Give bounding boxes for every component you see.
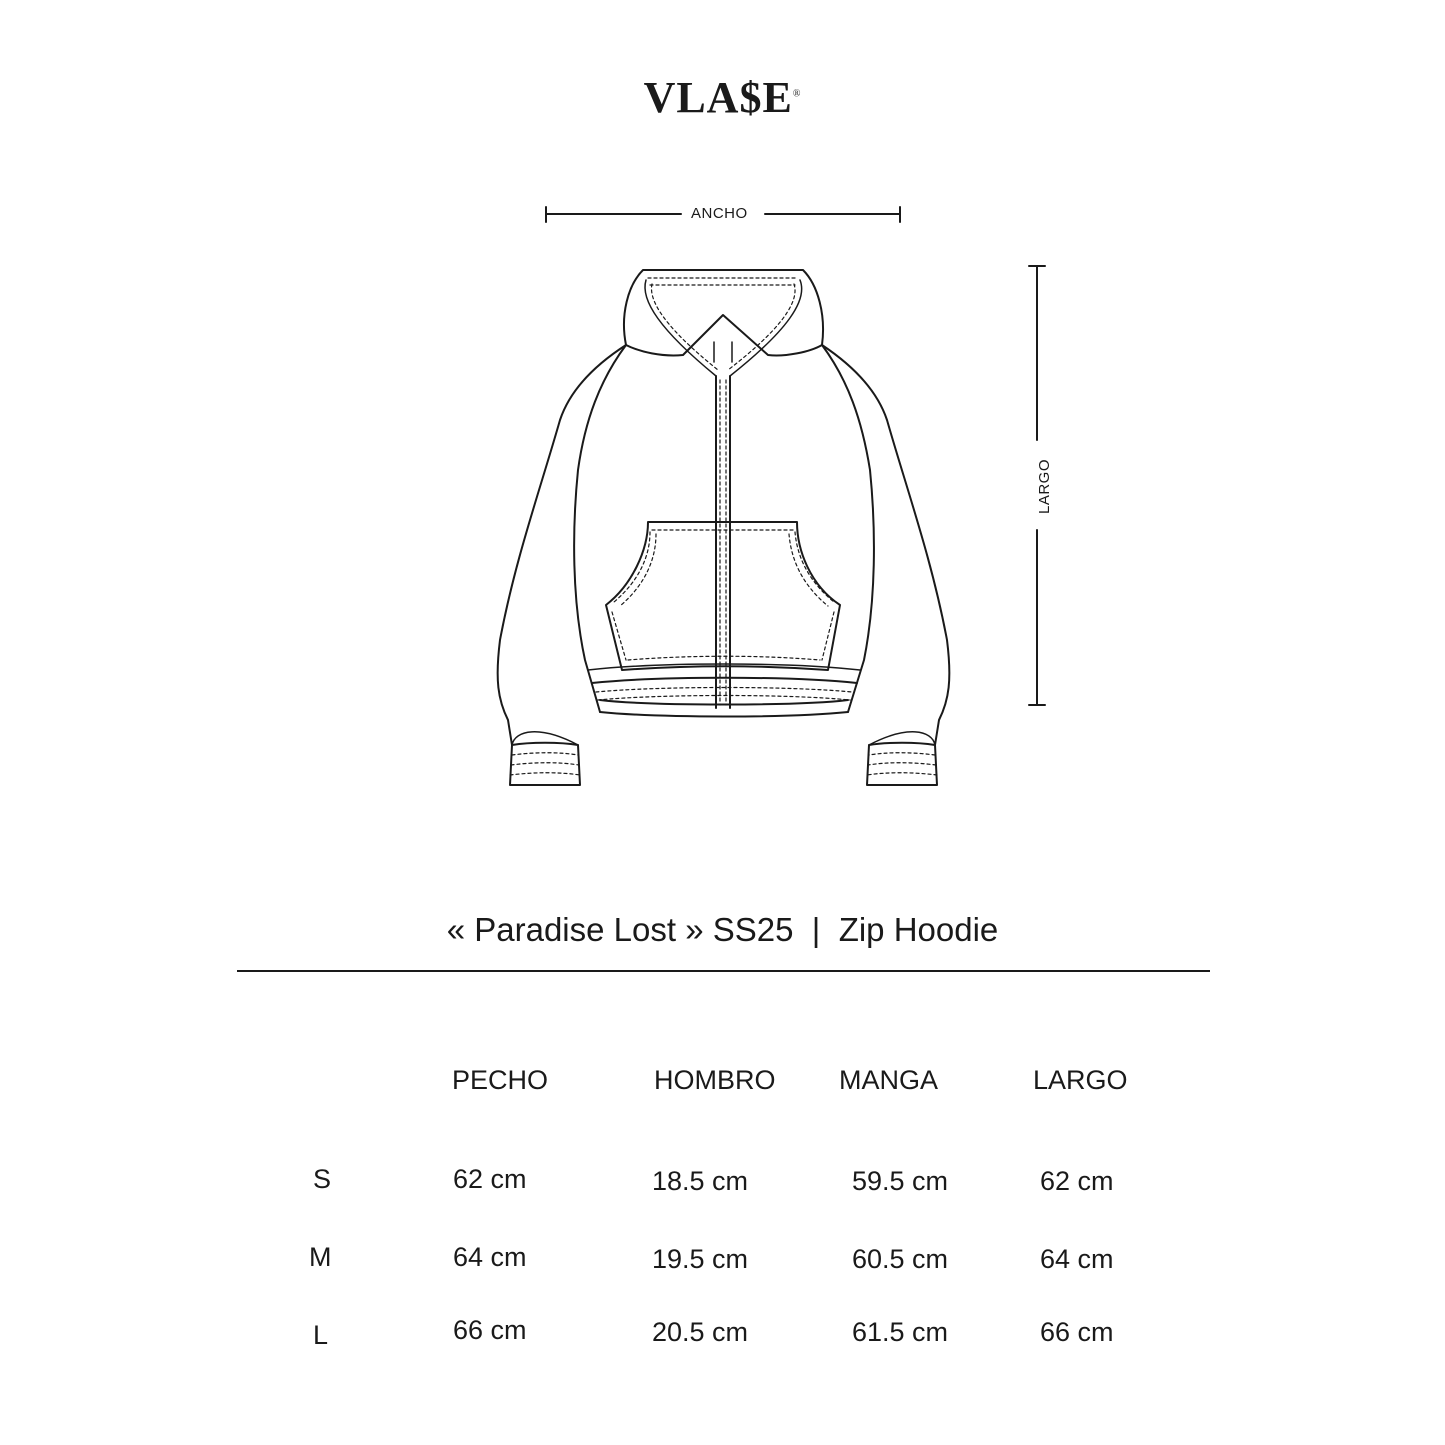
table-cell-m-pecho: 64 cm	[453, 1242, 527, 1272]
size-label-m: M	[309, 1242, 332, 1272]
registered-mark: ®	[792, 88, 802, 100]
table-cell-l-largo: 66 cm	[1040, 1317, 1114, 1347]
width-dimension-label: ANCHO	[685, 205, 754, 222]
length-dimension-label: LARGO	[1036, 453, 1053, 520]
table-cell-m-hombro: 19.5 cm	[652, 1244, 749, 1274]
column-header-pecho: PECHO	[452, 1065, 549, 1095]
size-label-s: S	[313, 1164, 332, 1194]
table-cell-s-hombro: 18.5 cm	[652, 1166, 749, 1196]
table-cell-m-largo: 64 cm	[1040, 1244, 1114, 1274]
column-header-largo: LARGO	[1033, 1065, 1128, 1095]
table-cell-s-pecho: 62 cm	[453, 1164, 527, 1194]
product-title: « Paradise Lost » SS25 | Zip Hoodie	[446, 911, 999, 948]
table-cell-s-manga: 59.5 cm	[852, 1166, 949, 1196]
size-label-l: L	[313, 1320, 329, 1350]
table-cell-l-manga: 61.5 cm	[852, 1317, 949, 1347]
column-header-hombro: HOMBRO	[654, 1065, 776, 1095]
table-cell-m-manga: 60.5 cm	[852, 1244, 949, 1274]
table-cell-l-pecho: 66 cm	[453, 1315, 527, 1345]
brand-name: VLA$E	[643, 73, 793, 122]
table-cell-s-largo: 62 cm	[1040, 1166, 1114, 1196]
column-header-manga: MANGA	[839, 1065, 939, 1095]
table-cell-l-hombro: 20.5 cm	[652, 1317, 749, 1347]
